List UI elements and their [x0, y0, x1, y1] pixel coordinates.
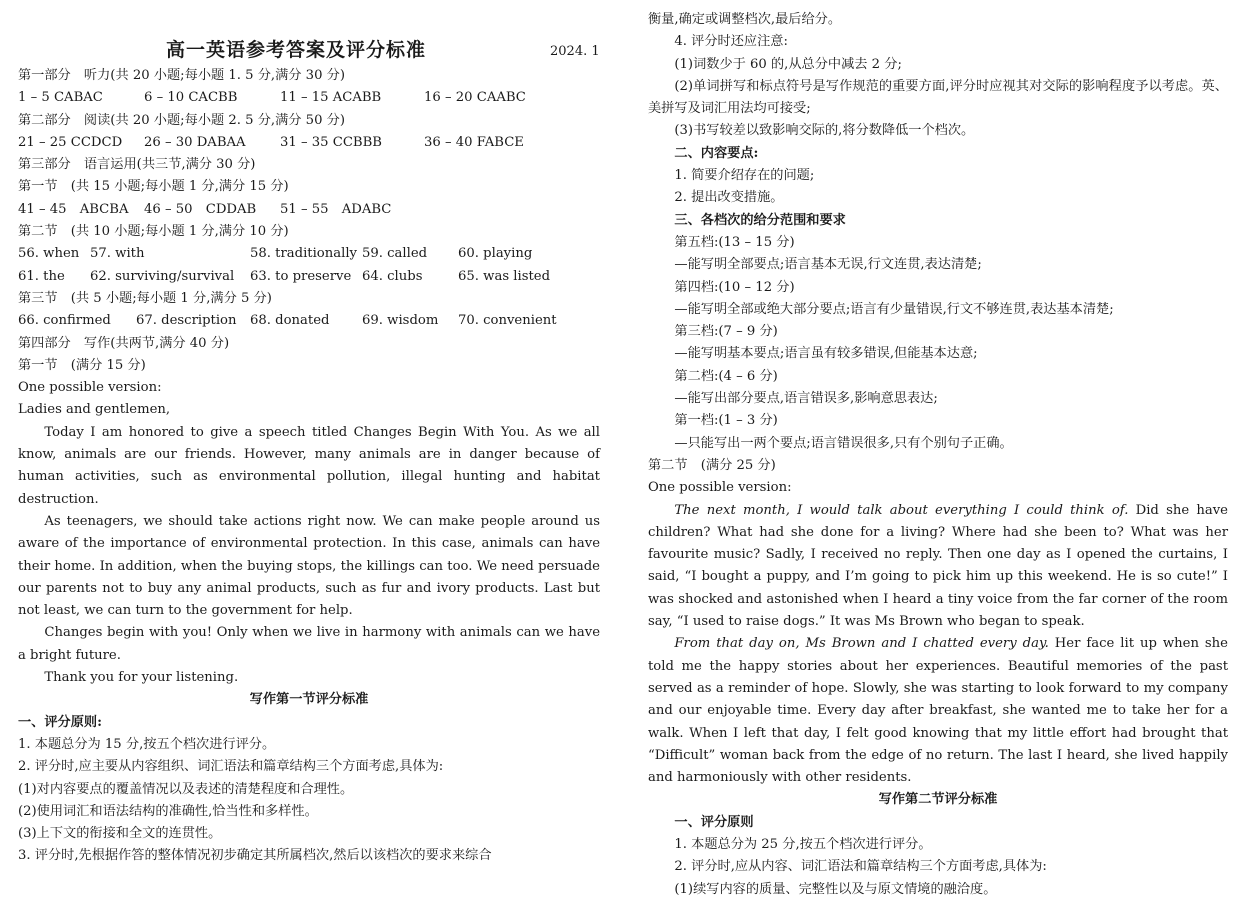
- level-desc: —能写出部分要点,语言错误多,影响意思表达;: [674, 391, 938, 407]
- part3-heading: 第三部分 语言运用(共三节,满分 30 分): [18, 157, 256, 173]
- part3-sec2-row1: [18, 243, 600, 265]
- part3-sec2-row2: [18, 266, 600, 288]
- rule-item: (1)对内容要点的覆盖情况以及表述的清楚程度和合理性。: [18, 781, 354, 797]
- writing2-standard-title: 写作第二节评分标准: [878, 792, 998, 808]
- answer-item: 64. clubs: [362, 268, 423, 284]
- part3-sec2-heading: 第二节 (共 10 小题;每小题 1 分,满分 10 分): [18, 224, 289, 240]
- note-item: 4. 评分时还应注意:: [674, 34, 788, 50]
- content-point: 1. 简要介绍存在的问题;: [674, 168, 815, 184]
- content-point: 2. 提出改变措施。: [674, 190, 784, 206]
- answer-item: 67. description: [136, 313, 237, 329]
- right-column: [648, 9, 1228, 901]
- essay-paragraph: Today I am honored to give a speech titled Changes Begin With You. As we all know, animals are our friends. However, many animals are in danger because of human activities, such as environmental pollution, illegal hunting and habitat destruction.: [18, 424, 600, 507]
- level-name: 第三档:(7 – 9 分): [674, 324, 778, 340]
- continuation-paragraph: [648, 633, 1228, 789]
- rule-item: (3)上下文的衔接和全文的连贯性。: [18, 826, 222, 842]
- essay-paragraph: As teenagers, we should take actions right now. We can make people around us aware of the importance of environmental protection. In this case, animals can have their home. In addition, when the buying stops, the killings can too. We need persuade our parents not to buy any animal products, such as fur and ivory products. Last but not least, we can turn to the government for help.: [18, 513, 600, 619]
- answer-group: 21 – 25 CCDCD: [18, 134, 123, 150]
- salutation: Ladies and gentlemen,: [18, 402, 171, 418]
- answer-group: 51 – 55 ADABC: [280, 201, 392, 217]
- note-item: (1)词数少于 60 的,从总分中减去 2 分;: [674, 56, 902, 72]
- paragraph-body: Did she have children? What had she done for a living? Where had she been to? What was her favourite music? Sadly, I received no reply. Then one day as I opened the curtains, I said, “I bought a puppy, and I’m going to pick him up this weekend. He is so cute!” I was shocked and astonished when I heard a tiny voice from the far corner of the room say, “I used to raise dogs.” It was Ms Brown who began to speak.: [648, 502, 1228, 630]
- part4-sec2-heading: 第二节 (满分 25 分): [648, 457, 776, 473]
- page-title: 高一英语参考答案及评分标准: [166, 39, 427, 61]
- level-name: 第一档:(1 – 3 分): [674, 413, 778, 429]
- principle-heading: 一、评分原则:: [18, 714, 102, 730]
- exam-date: 2024. 1: [550, 44, 600, 59]
- answer-item: 56. when: [18, 246, 80, 262]
- answer-group: 36 – 40 FABCE: [424, 134, 524, 150]
- level-desc: —只能写出一两个要点;语言错误很多,只有个别句子正确。: [674, 435, 1013, 451]
- version-label: One possible version:: [18, 380, 162, 396]
- answer-item: 66. confirmed: [18, 313, 111, 329]
- rule-item: 3. 评分时,先根据作答的整体情况初步确定其所属档次,然后以该档次的要求来综合: [18, 848, 492, 864]
- answer-item: 61. the: [18, 268, 65, 284]
- answer-item: 58. traditionally: [250, 246, 357, 262]
- rule-item: 1. 本题总分为 15 分,按五个档次进行评分。: [18, 736, 276, 752]
- part1-answers: [18, 87, 600, 109]
- answer-group: 41 – 45 ABCBA: [18, 201, 129, 217]
- answer-item: 68. donated: [250, 313, 330, 329]
- part3-sec3-row: [18, 310, 600, 332]
- level-name: 第四档:(10 – 12 分): [674, 279, 795, 295]
- rule-item: 2. 评分时,应从内容、词汇语法和篇章结构三个方面考虑,具体为:: [674, 859, 1047, 875]
- part3-sec1-answers: [18, 199, 600, 221]
- answer-item: 60. playing: [458, 246, 533, 262]
- part2-heading: 第二部分 阅读(共 20 小题;每小题 2. 5 分,满分 50 分): [18, 112, 345, 128]
- part3-sec1-heading: 第一节 (共 15 小题;每小题 1 分,满分 15 分): [18, 179, 289, 195]
- answer-item: 65. was listed: [458, 268, 551, 284]
- rule-item: 2. 评分时,应主要从内容组织、词汇语法和篇章结构三个方面考虑,具体为:: [18, 759, 444, 775]
- left-column: [18, 37, 600, 868]
- part3-sec3-heading: 第三节 (共 5 小题;每小题 1 分,满分 5 分): [18, 290, 272, 306]
- answer-item: 57. with: [90, 246, 145, 262]
- answer-group: 16 – 20 CAABC: [424, 90, 526, 106]
- paragraph-lead: From that day on, Ms Brown and I chatted every day.: [674, 636, 1049, 652]
- paragraph-body: Her face lit up when she told me the happy stories about her experiences. Beautiful memories of the past served as a reminder of hope. Slowly, she was starting to look forward to my company and our enjoyable time. Every day after breakfast, she wanted me to take her for a walk. When I left that day, I felt good knowing that my little effort had brought that “Difficult” woman back from the edge of no return. The last I heard, she lived happily and harmoniously with other residents.: [648, 636, 1228, 786]
- rule-item: 1. 本题总分为 25 分,按五个档次进行评分。: [674, 836, 932, 852]
- answer-group: 26 – 30 DABAA: [144, 134, 246, 150]
- answer-item: 62. surviving/survival: [90, 268, 235, 284]
- level-desc: —能写明全部要点;语言基本无误,行文连贯,表达清楚;: [674, 257, 982, 273]
- level-name: 第二档:(4 – 6 分): [674, 368, 778, 384]
- part4-heading: 第四部分 写作(共两节,满分 40 分): [18, 335, 230, 351]
- rule-item: (1)续写内容的质量、完整性以及与原文情境的融洽度。: [674, 881, 997, 897]
- levels-heading: 三、各档次的给分范围和要求: [674, 212, 846, 228]
- answer-item: 69. wisdom: [362, 313, 439, 329]
- level-desc: —能写明基本要点;语言虽有较多错误,但能基本达意;: [674, 346, 978, 362]
- version-label: One possible version:: [648, 480, 792, 496]
- answer-item: 59. called: [362, 246, 428, 262]
- note-item: (3)书写较差以致影响交际的,将分数降低一个档次。: [674, 123, 975, 139]
- writing1-standard-title: 写作第一节评分标准: [249, 692, 369, 708]
- header: [18, 37, 600, 63]
- answer-group: 11 – 15 ACABB: [280, 90, 382, 106]
- paragraph-lead: The next month, I would talk about everything I could think of.: [674, 502, 1129, 518]
- answer-item: 63. to preserve: [250, 268, 352, 284]
- note-item: (2)单词拼写和标点符号是写作规范的重要方面,评分时应视其对交际的影响程度予以考虑。英、美拼写及词汇用法均可接受;: [648, 78, 1228, 117]
- answer-item: 70. convenient: [458, 313, 557, 329]
- answer-group: 1 – 5 CABAC: [18, 90, 103, 106]
- answer-group: 6 – 10 CACBB: [144, 90, 238, 106]
- level-desc: —能写明全部或绝大部分要点;语言有少量错误,行文不够连贯,表达基本清楚;: [674, 301, 1114, 317]
- part2-answers: [18, 132, 600, 154]
- level-name: 第五档:(13 – 15 分): [674, 234, 795, 250]
- essay-paragraph: Thank you for your listening.: [44, 670, 239, 686]
- part4-sec1-heading: 第一节 (满分 15 分): [18, 357, 146, 373]
- answer-group: 31 – 35 CCBBB: [280, 134, 382, 150]
- continuation-paragraph: [648, 500, 1228, 634]
- answer-group: 46 – 50 CDDAB: [144, 201, 257, 217]
- rule-item: (2)使用词汇和语法结构的准确性,恰当性和多样性。: [18, 803, 318, 819]
- part1-heading: 第一部分 听力(共 20 小题;每小题 1. 5 分,满分 30 分): [18, 68, 345, 83]
- essay-paragraph: Changes begin with you! Only when we live in harmony with animals can we have a bright future.: [18, 625, 600, 663]
- rule-continuation: 衡量,确定或调整档次,最后给分。: [648, 12, 842, 27]
- content-heading: 二、内容要点:: [674, 145, 759, 161]
- principle-heading: 一、评分原则: [674, 814, 754, 830]
